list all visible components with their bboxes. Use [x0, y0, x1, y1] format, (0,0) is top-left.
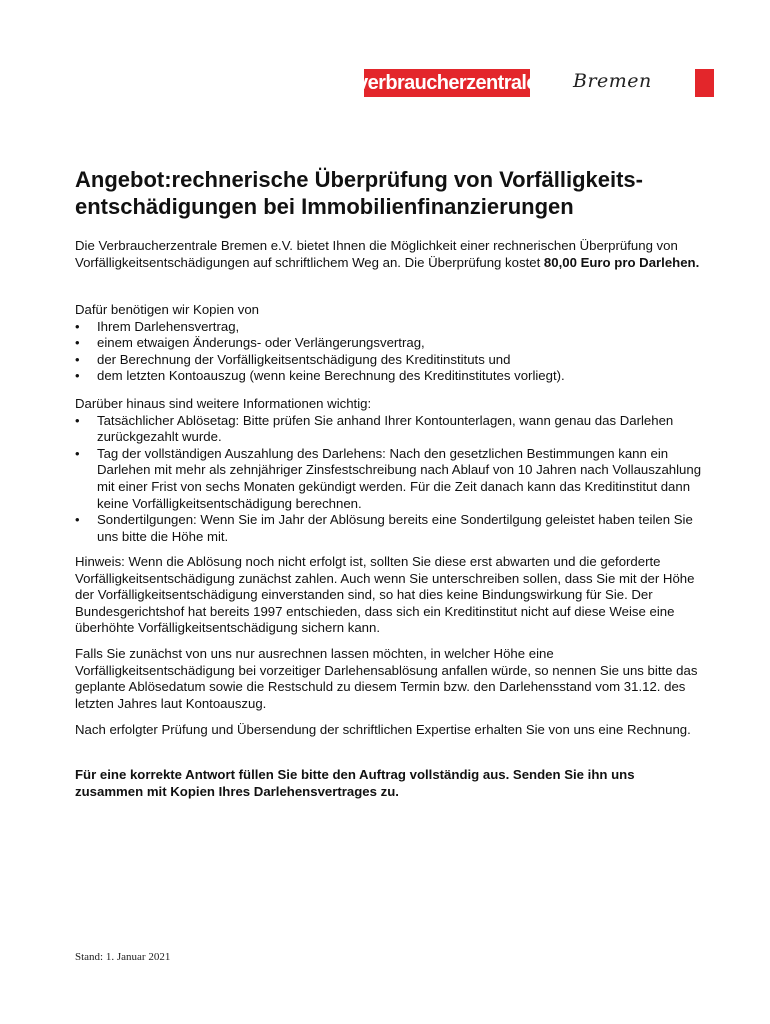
brand-square	[695, 69, 714, 97]
copies-section	[75, 302, 705, 385]
list-item: • dem letzten Kontoauszug (wenn keine Berechnung des Kreditinstitutes vorliegt).	[75, 368, 705, 385]
title-line-2: entschädigungen bei Immobilienfinanzierungen	[75, 194, 574, 219]
list-item: • Sondertilgungen: Wenn Sie im Jahr der Ablösung bereits eine Sondertilgung geleistet haben teilen Sie uns bitte die Höhe mit.	[75, 512, 705, 545]
page-title	[75, 166, 715, 220]
price-text: 80,00 Euro pro Darlehen.	[543, 254, 700, 270]
verbraucherzentrale-logo	[357, 69, 537, 97]
list-item: • der Berechnung der Vorfälligkeitsentschädigung des Kreditinstituts und	[75, 352, 705, 369]
intro-text: Die Verbraucherzentrale Bremen e.V. bietet Ihnen die Möglichkeit einer rechnerischen Überprüfung von Vorfälligkeitsentschädigungen auf schriftlichem Weg an. Die Überprüfung kostet	[75, 238, 678, 270]
list-item: • Ihrem Darlehensvertrag,	[75, 319, 705, 336]
list-item: • Tatsächlicher Ablösetag: Bitte prüfen Sie anhand Ihrer Kontounterlagen, wann genau das Darlehen zurückgezahlt wurde.	[75, 413, 705, 446]
logo-text: verbraucherzentrale	[357, 71, 537, 94]
list-item: • einem etwaigen Änderungs- oder Verlängerungsvertrag,	[75, 335, 705, 352]
list-item: • Tag der vollständigen Auszahlung des Darlehens: Nach den gesetzlichen Bestimmungen kann ein Darlehen mit mehr als zehnjähriger Zinsfestschreibung nach Ablauf von 10 Jahren nach Vollauszahlung mit einer Frist von sechs Monaten gekündigt werden. Für die Zeit danach kann das Kreditinstitut dann keine Vorfälligkeitsentschädigung berechnen.	[75, 446, 705, 512]
info-section	[75, 396, 705, 545]
copies-list	[75, 319, 705, 385]
hint-paragraph: Hinweis: Wenn die Ablösung noch nicht erfolgt ist, sollten Sie diese erst abwarten und die geforderte Vorfälligkeitsentschädigung zunächst zahlen. Auch wenn Sie unterschreiben sollen, dass Sie mit der Höhe der Vorfälligkeitsentschädigung einverstanden sind, so hat dies keine Bindungswirkung für Sie. Der Bundesgerichtshof hat bereits 1997 entschieden, dass sich ein Kreditinstitut nicht auf diese Weise eine überhöhte Vorfälligkeitsentschädigung sichern kann.	[75, 554, 695, 636]
intro-paragraph	[75, 238, 705, 271]
title-line-1: Angebot:rechnerische Überprüfung von Vorfälligkeits-	[75, 167, 643, 192]
info-list	[75, 413, 705, 546]
info-lead: Darüber hinaus sind weitere Informationen wichtig:	[75, 396, 372, 411]
calc-only-paragraph: Falls Sie zunächst von uns nur ausrechnen lassen möchten, in welcher Höhe eine Vorfälligkeitsentschädigung bei vorzeitiger Darlehensablösung anfallen würde, so nennen Sie uns bitte das geplante Ablösedatum sowie die Restschuld zu diesem Termin bzw. den Darlehensstand vom 31.12. des letzten Jahres laut Kontoauszug.	[75, 646, 698, 711]
closing-paragraph: Für eine korrekte Antwort füllen Sie bitte den Auftrag vollständig aus. Senden Sie ihn uns zusammen mit Kopien Ihres Darlehensvertrages zu.	[75, 767, 635, 799]
footer-date: Stand: 1. Januar 2021	[75, 951, 171, 963]
city-name: Bremen	[573, 70, 652, 92]
copies-lead: Dafür benötigen wir Kopien von	[75, 302, 260, 317]
invoice-paragraph: Nach erfolgter Prüfung und Übersendung der schriftlichen Expertise erhalten Sie von uns eine Rechnung.	[75, 722, 691, 737]
